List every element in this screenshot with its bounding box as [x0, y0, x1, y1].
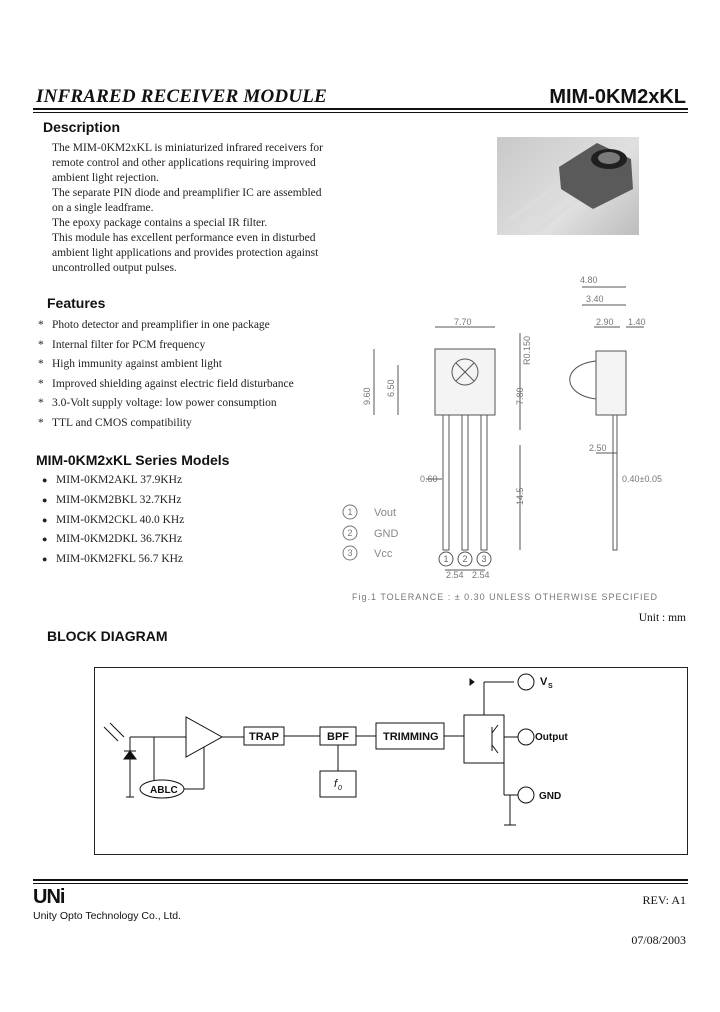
bullet: *: [38, 358, 44, 371]
side-lens-outline: [570, 361, 596, 399]
output-terminal: [518, 729, 534, 745]
bullet: *: [38, 416, 44, 429]
description-line: The epoxy package contains a special IR filter.: [52, 217, 268, 229]
dim-label: 2.54: [472, 570, 490, 580]
dim-label: R0.150: [522, 335, 532, 365]
model-number: MIM-0KM2xKL: [549, 86, 686, 108]
pin-number: 3: [481, 554, 487, 564]
description-line: ambient light applications and provides protection against: [52, 247, 319, 259]
features-heading: Features: [47, 295, 106, 311]
dim-label: 2.90: [596, 317, 614, 327]
list-item: ● MIM-0KM2AKL 37.9KHz: [42, 471, 184, 491]
f0-label: f: [334, 778, 338, 790]
block-diagram: [94, 667, 686, 853]
dim-label: 7.70: [454, 317, 472, 327]
vs-label: V: [540, 676, 548, 688]
side-lead: [613, 415, 617, 550]
bpf-label: BPF: [327, 731, 349, 743]
lead-1: [443, 415, 449, 550]
product-photo: [497, 137, 639, 235]
header-rule: [33, 108, 688, 110]
document-date: 07/08/2003: [631, 933, 686, 947]
footer-rule-thin: [33, 883, 688, 884]
description-line: ambient light rejection.: [52, 172, 159, 184]
bullet: ●: [42, 514, 48, 525]
bullet: ●: [42, 534, 48, 545]
trimming-label: TRIMMING: [383, 731, 439, 743]
block-diagram-heading: BLOCK DIAGRAM: [47, 628, 168, 644]
description-line: This module has excellent performance even in disturbed: [52, 232, 316, 244]
output-stage-box: [464, 715, 504, 763]
trap-label: TRAP: [249, 731, 279, 743]
features-list: [38, 316, 294, 434]
dim-label: 4.80: [580, 275, 598, 285]
pin-number: 1: [443, 554, 449, 564]
list-item: * TTL and CMOS compatibility: [38, 414, 294, 434]
side-body-outline: [596, 351, 626, 415]
list-item: ● MIM-0KM2FKL 56.7 KHz: [42, 550, 184, 570]
dim-label: 3.40: [586, 294, 604, 304]
product-photo-drawing: [497, 137, 639, 235]
pin-number: 2: [462, 554, 468, 564]
bullet: *: [38, 319, 44, 331]
lead-3: [481, 415, 487, 550]
doc-title: INFRARED RECEIVER MODULE: [36, 86, 327, 107]
lead-2: [462, 415, 468, 550]
description-line: remote control and other applications requiring improved: [52, 157, 316, 169]
dim-label: 6.50: [386, 379, 396, 397]
company-logo: UNi: [33, 886, 65, 908]
list-item: * High immunity against ambient light: [38, 355, 294, 375]
description-line: The MIM-0KM2xKL is miniaturized infrared receivers for: [52, 142, 324, 154]
vs-subscript: S: [548, 683, 553, 690]
dim-label: 2.54: [446, 570, 464, 580]
series-list: [42, 471, 184, 570]
list-item: ● MIM-0KM2DKL 36.7KHz: [42, 530, 184, 550]
dim-label: 0.40±0.05: [622, 474, 662, 484]
bullet: ●: [42, 494, 48, 505]
f0-box: [320, 771, 356, 797]
list-item: * Internal filter for PCM frequency: [38, 336, 294, 356]
bullet: *: [38, 377, 44, 390]
gnd-label: GND: [539, 791, 562, 802]
dim-label: 1.40: [628, 317, 646, 327]
legend-number: 3: [347, 548, 353, 558]
description-text: [52, 141, 342, 276]
f0-subscript: 0: [338, 785, 342, 792]
description-line: The separate PIN diode and preamplifier IC are assembled: [52, 187, 322, 199]
series-heading: MIM-0KM2xKL Series Models: [36, 452, 230, 468]
unit-label: Unit : mm: [638, 612, 686, 624]
ablc-label: ABLC: [150, 785, 178, 796]
list-item: ● MIM-0KM2BKL 32.7KHz: [42, 491, 184, 511]
pin-label-vout: Vout: [374, 507, 397, 519]
revision: REV: A1: [642, 893, 686, 907]
header-rule-thin: [33, 112, 688, 113]
list-item: ● MIM-0KM2CKL 40.0 KHz: [42, 511, 184, 531]
vs-terminal: [518, 674, 534, 690]
dim-label: 14.5: [515, 487, 525, 505]
photodiode-symbol: [124, 751, 136, 759]
description-heading: Description: [43, 119, 121, 135]
dim-label: 7.80: [515, 387, 525, 405]
company-name: Unity Opto Technology Co., Ltd.: [33, 910, 182, 922]
description-line: on a single leadframe.: [52, 202, 154, 214]
dim-label: 9.60: [362, 387, 372, 405]
tolerance-note: Fig.1 TOLERANCE : ± 0.30 UNLESS OTHERWISE SPECIFIED: [352, 592, 659, 602]
dim-label: 2.50: [589, 443, 607, 453]
legend-number: 1: [347, 507, 353, 517]
list-item: * Improved shielding against electric field disturbance: [38, 375, 294, 395]
list-item: * 3.0-Volt supply voltage: low power consumption: [38, 394, 294, 414]
list-item: * Photo detector and preamplifier in one package: [38, 316, 294, 336]
pin-label-vcc: Vcc: [374, 548, 393, 560]
dim-label: 0.60: [420, 474, 438, 484]
pin-label-gnd: GND: [374, 528, 399, 540]
description-line: uncontrolled output pulses.: [52, 262, 177, 274]
bullet: *: [38, 397, 44, 410]
bullet: ●: [42, 554, 48, 565]
gnd-terminal: [518, 787, 534, 803]
dimension-drawing: [330, 265, 700, 595]
bullet: *: [38, 338, 44, 351]
footer-rule: [33, 879, 688, 881]
bullet: ●: [42, 475, 48, 485]
legend-number: 2: [347, 528, 353, 538]
output-label: Output: [535, 732, 568, 743]
